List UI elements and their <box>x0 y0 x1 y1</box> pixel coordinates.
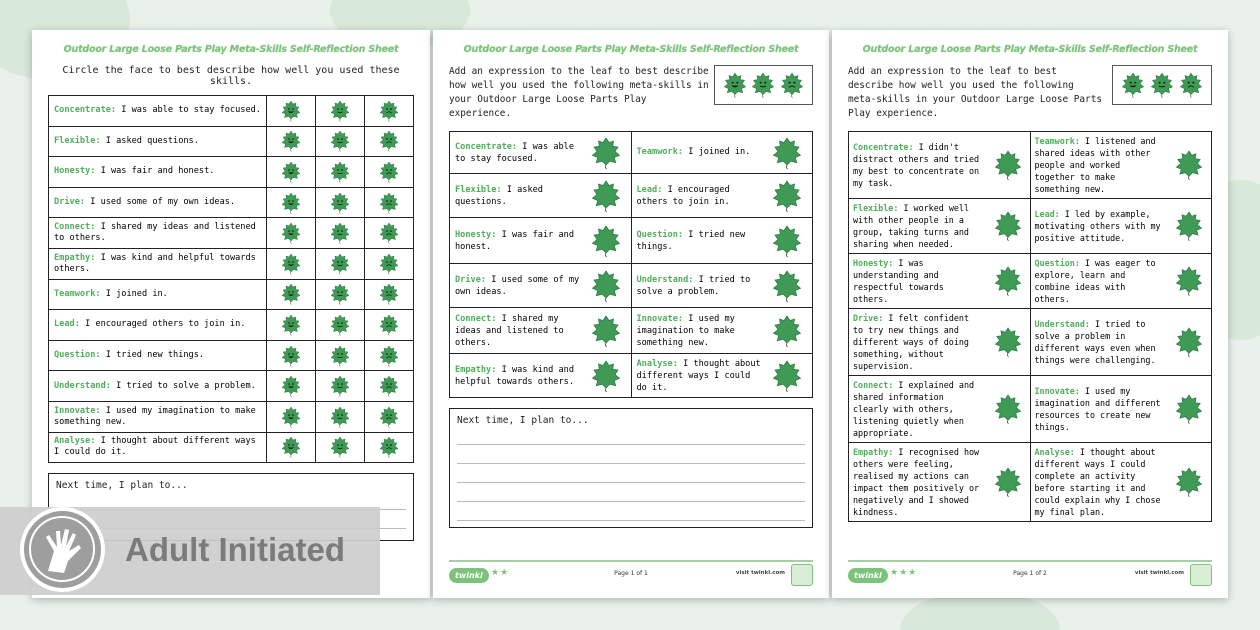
skill-description: I tried new things. <box>636 229 746 252</box>
blank-leaf-icon[interactable] <box>994 149 1022 181</box>
table-row <box>450 218 813 264</box>
happy-leaf-icon[interactable] <box>280 192 302 214</box>
skill-cell <box>450 354 632 398</box>
instruction-text: Add an expression to the leaf to best describe how well you used the following meta-skills in your Outdoor Large Loose Parts Play experience. <box>449 66 709 119</box>
skill-cell <box>49 401 267 432</box>
stars-rating: ★★★ <box>890 568 918 578</box>
skill-description: I was understanding and respectful towards others. <box>853 258 944 304</box>
sad-leaf-icon[interactable] <box>378 253 400 275</box>
face-cell[interactable] <box>267 157 316 188</box>
table-row <box>849 443 1212 522</box>
skill-name: Flexible: <box>54 135 101 146</box>
skill-description: I used my imagination to make something new. <box>636 313 735 348</box>
happy-leaf-icon[interactable] <box>280 161 302 183</box>
skill-cell <box>49 310 267 341</box>
banner-label: Adult Initiated <box>125 531 345 568</box>
face-cell[interactable] <box>267 187 316 218</box>
blank-leaf-icon[interactable] <box>1175 210 1203 242</box>
blank-leaf-icon[interactable] <box>994 393 1022 425</box>
skill-description: I thought about different ways I could do it. <box>54 436 256 458</box>
skill-description: I joined in. <box>688 147 751 158</box>
skill-description: I asked questions. <box>455 184 543 207</box>
blank-leaf-icon[interactable] <box>591 224 621 258</box>
skill-cell <box>1030 199 1212 254</box>
skill-name: Empathy: <box>853 447 894 457</box>
page-footer <box>449 560 813 588</box>
face-cell[interactable] <box>365 279 414 310</box>
skills-table <box>48 95 414 463</box>
skill-cell <box>450 174 632 218</box>
skill-name: Drive: <box>455 274 487 285</box>
page-title: Outdoor Large Loose Parts Play Meta-Skills Self-Reflection Sheet <box>463 44 799 55</box>
skill-name: Honesty: <box>853 258 894 268</box>
face-cell[interactable] <box>365 126 414 157</box>
instruction-text: Add an expression to the leaf to best describe how well you used the following meta-skills in your Outdoor Large Loose Parts Play experience. <box>848 66 1102 119</box>
happy-leaf-icon[interactable] <box>280 222 302 244</box>
skill-cell <box>49 96 267 127</box>
skill-description: I tried to solve a problem. <box>636 274 751 297</box>
skill-name: Lead: <box>636 184 663 195</box>
skill-description: I used some of my own ideas. <box>455 274 580 297</box>
skill-description: I was eager to explore, learn and combine ideas with others. <box>1034 258 1156 304</box>
table-row <box>849 199 1212 254</box>
skill-description: I encouraged others to join in. <box>636 184 730 207</box>
neutral-leaf-icon[interactable] <box>329 192 351 214</box>
table-row <box>49 371 414 402</box>
neutral-leaf-icon <box>751 72 775 98</box>
face-cell[interactable] <box>267 432 316 463</box>
skill-name: Drive: <box>54 197 86 208</box>
skill-cell <box>631 354 813 398</box>
face-cell[interactable] <box>316 432 365 463</box>
worksheet-page-2 <box>433 30 829 598</box>
skill-name: Honesty: <box>455 229 497 240</box>
face-cell[interactable] <box>267 126 316 157</box>
skill-cell <box>450 132 632 174</box>
skill-description: I tried to solve a problem. <box>116 380 256 391</box>
sad-leaf-icon[interactable] <box>378 130 400 152</box>
sad-leaf-icon[interactable] <box>378 100 400 122</box>
skill-description: I asked questions. <box>105 135 199 146</box>
table-row <box>849 376 1212 443</box>
skill-cell <box>49 248 267 279</box>
face-cell[interactable] <box>365 248 414 279</box>
table-row <box>450 132 813 174</box>
happy-leaf-icon[interactable] <box>280 436 302 458</box>
skill-description: I used my imagination to make something new. <box>54 405 256 427</box>
face-cell[interactable] <box>365 432 414 463</box>
skill-cell <box>849 199 1031 254</box>
table-row <box>450 264 813 308</box>
skill-name: Understand: <box>636 274 694 285</box>
table-row <box>849 309 1212 376</box>
skill-description: I listened and shared ideas with other people and worked together to make something new. <box>1034 136 1156 194</box>
face-cell[interactable] <box>316 279 365 310</box>
skill-description: I shared my ideas and listened to others. <box>54 222 256 244</box>
skill-description: I was kind and helpful towards others. <box>455 364 575 387</box>
page-number: Page 1 of 1 <box>614 570 648 577</box>
neutral-leaf-icon[interactable] <box>329 314 351 336</box>
page-footer <box>848 560 1212 588</box>
face-cell[interactable] <box>267 96 316 127</box>
skill-name: Connect: <box>853 380 894 390</box>
instruction-row <box>449 65 813 121</box>
happy-leaf-icon[interactable] <box>280 100 302 122</box>
adult-initiated-banner <box>0 507 380 595</box>
skill-description: I was able to stay focused. <box>455 141 575 164</box>
table-row <box>450 308 813 354</box>
neutral-leaf-icon[interactable] <box>329 253 351 275</box>
skill-name: Question: <box>636 229 684 240</box>
stars-rating: ★★ <box>491 568 510 578</box>
sad-leaf-icon <box>780 72 804 98</box>
blank-leaf-icon[interactable] <box>772 179 802 213</box>
table-row <box>849 254 1212 309</box>
skill-cell <box>49 157 267 188</box>
skill-name: Innovate: <box>636 313 684 324</box>
skill-name: Drive: <box>853 313 884 323</box>
blank-leaf-icon[interactable] <box>1175 149 1203 181</box>
blank-leaf-icon[interactable] <box>994 210 1022 242</box>
table-row <box>49 340 414 371</box>
face-cell[interactable] <box>316 96 365 127</box>
face-cell[interactable] <box>316 371 365 402</box>
face-cell[interactable] <box>267 218 316 249</box>
page-title: Outdoor Large Loose Parts Play Meta-Skills Self-Reflection Sheet <box>862 44 1198 55</box>
skill-cell <box>49 340 267 371</box>
visit-link: visit twinkl.com <box>1134 570 1184 576</box>
skill-name: Analyse: <box>636 358 678 369</box>
skill-cell <box>849 443 1031 522</box>
happy-leaf-icon[interactable] <box>280 314 302 336</box>
blank-leaf-icon[interactable] <box>591 136 621 170</box>
sad-leaf-icon[interactable] <box>378 283 400 305</box>
face-cell[interactable] <box>316 401 365 432</box>
happy-leaf-icon[interactable] <box>280 253 302 275</box>
table-row <box>49 96 414 127</box>
face-cell[interactable] <box>267 371 316 402</box>
skill-cell <box>849 254 1031 309</box>
face-cell[interactable] <box>316 310 365 341</box>
skill-cell <box>631 264 813 308</box>
blank-leaf-icon[interactable] <box>772 314 802 348</box>
skill-name: Teamwork: <box>54 288 101 299</box>
skill-cell <box>1030 309 1212 376</box>
blank-leaf-icon[interactable] <box>994 466 1022 498</box>
skill-name: Lead: <box>54 319 80 330</box>
skill-description: I felt confident to try new things and different ways of doing something, without supervision. <box>853 313 969 371</box>
twinkl-logo: twinkl <box>449 568 489 583</box>
sad-leaf-icon[interactable] <box>378 192 400 214</box>
table-row <box>49 248 414 279</box>
skill-description: I used some of my own ideas. <box>90 197 236 208</box>
plan-label: Next time, I plan to... <box>457 415 589 426</box>
skill-name: Understand: <box>1034 319 1090 329</box>
face-cell[interactable] <box>365 157 414 188</box>
skill-name: Question: <box>1034 258 1080 268</box>
sad-leaf-icon[interactable] <box>378 406 400 428</box>
skill-cell <box>849 376 1031 443</box>
table-row <box>49 126 414 157</box>
skill-cell <box>49 218 267 249</box>
neutral-leaf-icon <box>1150 72 1174 98</box>
table-row <box>49 218 414 249</box>
skill-cell <box>1030 132 1212 199</box>
skill-description: I explained and shared information clearly with others, listening quietly when appropriate. <box>853 380 975 438</box>
face-cell[interactable] <box>316 218 365 249</box>
skill-cell <box>450 308 632 354</box>
skill-name: Understand: <box>54 380 111 391</box>
neutral-leaf-icon[interactable] <box>329 100 351 122</box>
skill-name: Question: <box>54 350 101 361</box>
skill-description: I thought about different ways I could do it. <box>636 358 761 393</box>
skills-table <box>449 131 813 398</box>
table-row <box>450 174 813 218</box>
skill-cell <box>849 132 1031 199</box>
skill-name: Concentrate: <box>54 105 117 116</box>
table-row <box>49 401 414 432</box>
neutral-leaf-icon[interactable] <box>329 283 351 305</box>
skill-name: Analyse: <box>1034 447 1075 457</box>
writing-line <box>457 464 805 483</box>
face-cell[interactable] <box>316 187 365 218</box>
skill-cell <box>49 126 267 157</box>
skill-cell <box>631 308 813 354</box>
face-cell[interactable] <box>365 96 414 127</box>
blank-leaf-icon[interactable] <box>994 326 1022 358</box>
writing-line <box>457 426 805 445</box>
skill-description: I recognised how others were feeling, realised my actions can impact them positively or negatively and I showed kindness. <box>853 447 980 517</box>
table-row <box>450 354 813 398</box>
face-cell[interactable] <box>267 279 316 310</box>
blank-leaf-icon[interactable] <box>772 359 802 393</box>
face-cell[interactable] <box>365 218 414 249</box>
sad-leaf-icon[interactable] <box>378 345 400 367</box>
writing-line <box>457 502 805 521</box>
blank-leaf-icon[interactable] <box>772 224 802 258</box>
face-cell[interactable] <box>316 126 365 157</box>
face-cell[interactable] <box>316 248 365 279</box>
skill-cell <box>1030 443 1212 522</box>
writing-line <box>457 483 805 502</box>
table-row <box>49 432 414 463</box>
skill-cell <box>49 371 267 402</box>
table-row <box>849 132 1212 199</box>
neutral-leaf-icon[interactable] <box>329 375 351 397</box>
skill-description: I led by example, motivating others with my positive attitude. <box>1034 209 1161 243</box>
skill-cell <box>450 264 632 308</box>
skill-description: I worked well with other people in a group, taking turns and sharing when needed. <box>853 203 969 249</box>
quality-badge-icon <box>791 564 813 586</box>
skill-description: I was fair and honest. <box>455 229 575 252</box>
skill-name: Honesty: <box>54 166 96 177</box>
page-number: Page 1 of 2 <box>1013 570 1047 577</box>
skill-name: Concentrate: <box>853 142 914 152</box>
table-row <box>49 157 414 188</box>
skill-description: I shared my ideas and listened to others. <box>455 313 564 348</box>
happy-leaf-icon <box>1121 72 1145 98</box>
plan-box <box>449 408 813 528</box>
skill-cell <box>631 174 813 218</box>
skill-name: Concentrate: <box>455 141 518 152</box>
neutral-leaf-icon[interactable] <box>329 222 351 244</box>
skill-name: Connect: <box>455 313 497 324</box>
hand-logo-icon <box>20 507 105 592</box>
skill-description: I didn't distract others and tried my best to concentrate on my task. <box>853 142 980 188</box>
skill-description: I was able to stay focused. <box>121 105 261 116</box>
face-cell[interactable] <box>365 340 414 371</box>
expression-examples <box>714 65 814 105</box>
happy-leaf-icon[interactable] <box>280 406 302 428</box>
face-cell[interactable] <box>316 157 365 188</box>
skill-name: Analyse: <box>54 436 96 447</box>
sad-leaf-icon[interactable] <box>378 375 400 397</box>
blank-leaf-icon[interactable] <box>1175 265 1203 297</box>
skills-table <box>848 131 1212 522</box>
skill-description: I was fair and honest. <box>100 166 215 177</box>
skill-name: Innovate: <box>54 405 101 416</box>
skill-name: Lead: <box>1034 209 1060 219</box>
neutral-leaf-icon[interactable] <box>329 345 351 367</box>
skill-description: I thought about different ways I could complete an activity before starting it and could explain why I chose my final plan. <box>1034 447 1161 517</box>
visit-link: visit twinkl.com <box>735 570 785 576</box>
blank-leaf-icon[interactable] <box>994 265 1022 297</box>
table-row <box>49 187 414 218</box>
skill-cell <box>1030 254 1212 309</box>
skill-name: Empathy: <box>455 364 497 375</box>
face-cell[interactable] <box>267 401 316 432</box>
happy-leaf-icon[interactable] <box>280 375 302 397</box>
table-row <box>49 279 414 310</box>
skill-cell <box>49 187 267 218</box>
sad-leaf-icon[interactable] <box>378 314 400 336</box>
blank-leaf-icon[interactable] <box>591 269 621 303</box>
skill-name: Empathy: <box>54 252 96 263</box>
blank-leaf-icon[interactable] <box>772 136 802 170</box>
skill-description: I used my imagination and different resources to create new things. <box>1034 386 1161 432</box>
blank-leaf-icon[interactable] <box>591 179 621 213</box>
skill-name: Flexible: <box>455 184 502 195</box>
skill-description: I tried new things. <box>105 350 205 361</box>
neutral-leaf-icon[interactable] <box>329 406 351 428</box>
skill-name: Teamwork: <box>636 147 684 158</box>
writing-line <box>457 445 805 464</box>
expression-examples <box>1112 65 1212 105</box>
face-cell[interactable] <box>267 340 316 371</box>
page-title: Outdoor Large Loose Parts Play Meta-Skills Self-Reflection Sheet <box>63 44 399 55</box>
happy-leaf-icon[interactable] <box>280 130 302 152</box>
neutral-leaf-icon[interactable] <box>329 130 351 152</box>
skill-name: Teamwork: <box>1034 136 1080 146</box>
blank-leaf-icon[interactable] <box>1175 326 1203 358</box>
skill-name: Connect: <box>54 222 96 233</box>
face-cell[interactable] <box>365 187 414 218</box>
face-cell[interactable] <box>365 401 414 432</box>
face-cell[interactable] <box>365 310 414 341</box>
skill-description: I joined in. <box>105 288 168 299</box>
worksheet-page-3 <box>832 30 1228 598</box>
instruction-text: Circle the face to best describe how well you used these skills. <box>62 65 400 87</box>
plan-label: Next time, I plan to... <box>56 480 188 492</box>
sad-leaf-icon[interactable] <box>378 436 400 458</box>
neutral-leaf-icon[interactable] <box>329 436 351 458</box>
happy-leaf-icon[interactable] <box>280 283 302 305</box>
skill-description: I was kind and helpful towards others. <box>54 252 256 274</box>
skill-cell <box>849 309 1031 376</box>
blank-leaf-icon[interactable] <box>1175 393 1203 425</box>
skill-name: Innovate: <box>1034 386 1080 396</box>
skill-name: Flexible: <box>853 203 899 213</box>
sad-leaf-icon[interactable] <box>378 161 400 183</box>
face-cell[interactable] <box>267 310 316 341</box>
skill-cell <box>49 279 267 310</box>
skill-cell <box>49 432 267 463</box>
blank-leaf-icon[interactable] <box>772 269 802 303</box>
blank-leaf-icon[interactable] <box>591 314 621 348</box>
sad-leaf-icon <box>1179 72 1203 98</box>
table-row <box>49 310 414 341</box>
skill-cell <box>450 218 632 264</box>
blank-leaf-icon[interactable] <box>1175 466 1203 498</box>
quality-badge-icon <box>1190 564 1212 586</box>
face-cell[interactable] <box>365 371 414 402</box>
skill-cell <box>631 218 813 264</box>
skill-description: I encouraged others to join in. <box>85 319 246 330</box>
skill-cell <box>1030 376 1212 443</box>
neutral-leaf-icon[interactable] <box>329 161 351 183</box>
face-cell[interactable] <box>316 340 365 371</box>
sad-leaf-icon[interactable] <box>378 222 400 244</box>
twinkl-logo: twinkl <box>848 568 888 583</box>
happy-leaf-icon <box>723 72 747 98</box>
face-cell[interactable] <box>267 248 316 279</box>
instruction-row <box>848 65 1212 121</box>
blank-leaf-icon[interactable] <box>591 359 621 393</box>
skill-description: I tried to solve a problem in different ways even when things were challenging. <box>1034 319 1156 365</box>
happy-leaf-icon[interactable] <box>280 345 302 367</box>
skill-cell <box>631 132 813 174</box>
